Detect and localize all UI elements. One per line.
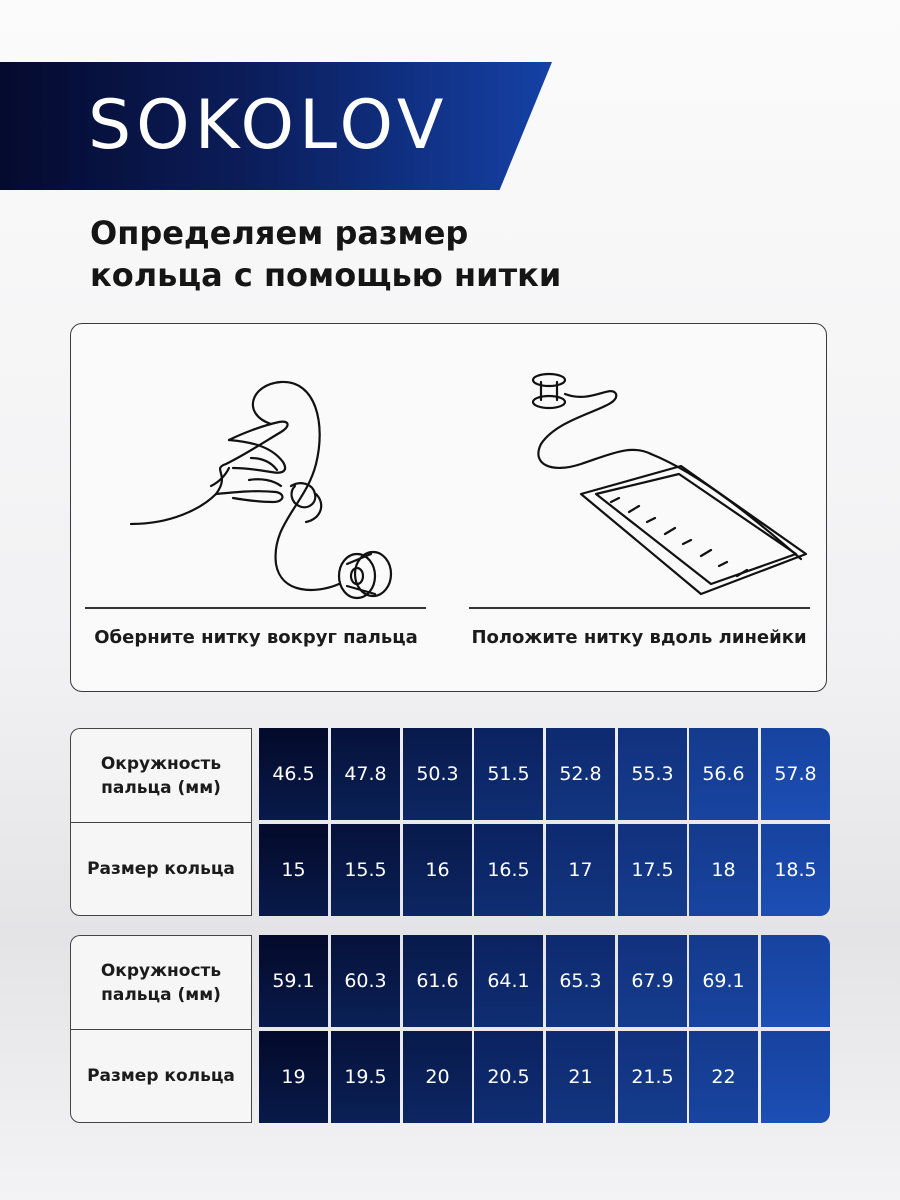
table-cell: 18 <box>689 824 758 916</box>
table-cell: 17.5 <box>618 824 687 916</box>
table-cell: 65.3 <box>546 935 615 1027</box>
page-title-line-2: кольца с помощью нитки <box>90 256 562 294</box>
table-cell: 21 <box>546 1031 615 1123</box>
table-cell: 16 <box>403 824 472 916</box>
table-cell-empty <box>761 935 830 1027</box>
page-title-line-1: Определяем размер <box>90 214 469 252</box>
circumference-label: Окружность пальца (мм) <box>70 728 252 822</box>
wrap-thread-caption: Оберните нитку вокруг пальца <box>94 627 418 648</box>
table-cell: 59.1 <box>259 935 328 1027</box>
instruction-card <box>70 323 827 692</box>
page-title <box>90 212 790 296</box>
table-cell: 47.8 <box>331 728 400 820</box>
right-divider <box>469 607 810 609</box>
table-cell: 52.8 <box>546 728 615 820</box>
table-cell: 19 <box>259 1031 328 1123</box>
circumference-label: Окружность пальца (мм) <box>70 935 252 1029</box>
table-cell: 17 <box>546 824 615 916</box>
size-table-2 <box>70 935 828 1123</box>
hand-thread-spool-icon <box>111 354 411 604</box>
table-cell: 64.1 <box>474 935 543 1027</box>
table-cell: 20.5 <box>474 1031 543 1123</box>
left-divider <box>85 607 426 609</box>
table-cell: 18.5 <box>761 824 830 916</box>
table-cell: 46.5 <box>259 728 328 820</box>
ring-size-label: Размер кольца <box>70 1029 252 1123</box>
ring-size-label: Размер кольца <box>70 822 252 916</box>
table-cell: 19.5 <box>331 1031 400 1123</box>
table-cell: 22 <box>689 1031 758 1123</box>
table-cell-empty <box>761 1031 830 1123</box>
table-cell: 55.3 <box>618 728 687 820</box>
ruler-thread-caption: Положите нитку вдоль линейки <box>471 627 807 648</box>
table-cell: 61.6 <box>403 935 472 1027</box>
table-cell: 67.9 <box>618 935 687 1027</box>
table-cell: 21.5 <box>618 1031 687 1123</box>
brand-logo: SOKOLOV <box>88 86 449 165</box>
table-cell: 50.3 <box>403 728 472 820</box>
table-cell: 60.3 <box>331 935 400 1027</box>
ruler-thread-spool-icon <box>501 354 821 604</box>
table-cell: 15.5 <box>331 824 400 916</box>
size-table-1 <box>70 728 828 916</box>
table-cell: 16.5 <box>474 824 543 916</box>
table-cell: 56.6 <box>689 728 758 820</box>
table-cell: 69.1 <box>689 935 758 1027</box>
table-cell: 51.5 <box>474 728 543 820</box>
table-cell: 15 <box>259 824 328 916</box>
table-cell: 20 <box>403 1031 472 1123</box>
table-cell: 57.8 <box>761 728 830 820</box>
